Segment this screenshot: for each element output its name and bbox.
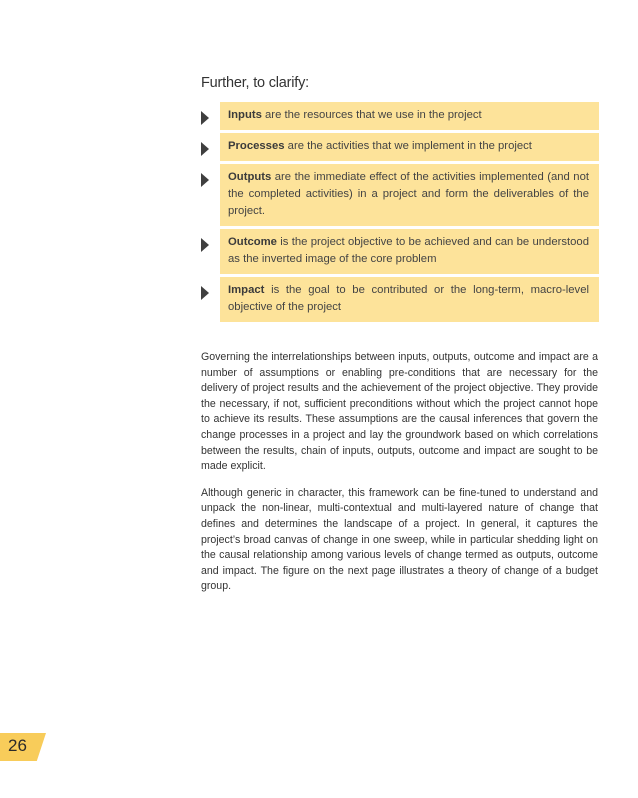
definition-term: Processes <box>228 140 285 152</box>
definition-text: are the resources that we use in the project <box>261 109 482 121</box>
paragraph: Although generic in character, this framework can be fine-tuned to understand and unpack the non-linear, multi-contextual and multi-layered nature of change that defines and determines the landscape of a project. In general, it captures the project’s broad canvas of change in one sweep, while in particular shedding light on the causal relationship among various levels of change termed as outputs, outcome and impact. The figure on the next page illustrates a theory of change of a budget group. <box>201 486 598 593</box>
triangle-bullet-icon <box>201 238 209 252</box>
page-number: 26 <box>8 736 27 755</box>
definition-box <box>220 277 599 322</box>
definition-text: is the project objective to be achieved and can be understood as the inverted image of the core problem <box>228 236 589 265</box>
triangle-bullet-icon <box>201 111 209 125</box>
section-heading: Further, to clarify: <box>201 75 310 91</box>
definition-text: are the immediate effect of the activities implemented (and not the completed activities) in a project and form the deliverables of the project. <box>228 171 589 217</box>
definition-box <box>220 133 599 161</box>
triangle-bullet-icon <box>201 173 209 187</box>
definition-term: Outcome <box>228 236 277 248</box>
definition-term: Inputs <box>228 109 262 121</box>
definition-item-processes <box>201 133 599 161</box>
triangle-bullet-icon <box>201 142 209 156</box>
definition-item-inputs <box>201 102 599 130</box>
definition-item-outcome <box>201 229 599 274</box>
definition-box <box>220 102 599 130</box>
triangle-bullet-icon <box>201 286 209 300</box>
definition-list <box>201 102 599 325</box>
definition-term: Outputs <box>228 171 272 183</box>
definition-term: Impact <box>228 284 265 296</box>
definition-text: are the activities that we implement in the project <box>284 140 532 152</box>
body-text <box>201 350 598 606</box>
definition-item-impact <box>201 277 599 322</box>
definition-item-outputs <box>201 164 599 226</box>
paragraph: Governing the interrelationships between inputs, outputs, outcome and impact are a number of assumptions or enabling pre-conditions that are necessary for the delivery of project results and the achievement of the project objective. They provide the necessary, if not, sufficient preconditions without which the project cannot hope to achieve its results. These assumptions are the causal inferences that govern the change processes in a project and lay the groundwork based on which correlations between the results, chain of inputs, outputs, outcome and impact are sought to be made explicit. <box>201 351 598 473</box>
definition-box <box>220 164 599 226</box>
definition-text: is the goal to be contributed or the long-term, macro-level objective of the project <box>228 284 589 313</box>
definition-box <box>220 229 599 274</box>
